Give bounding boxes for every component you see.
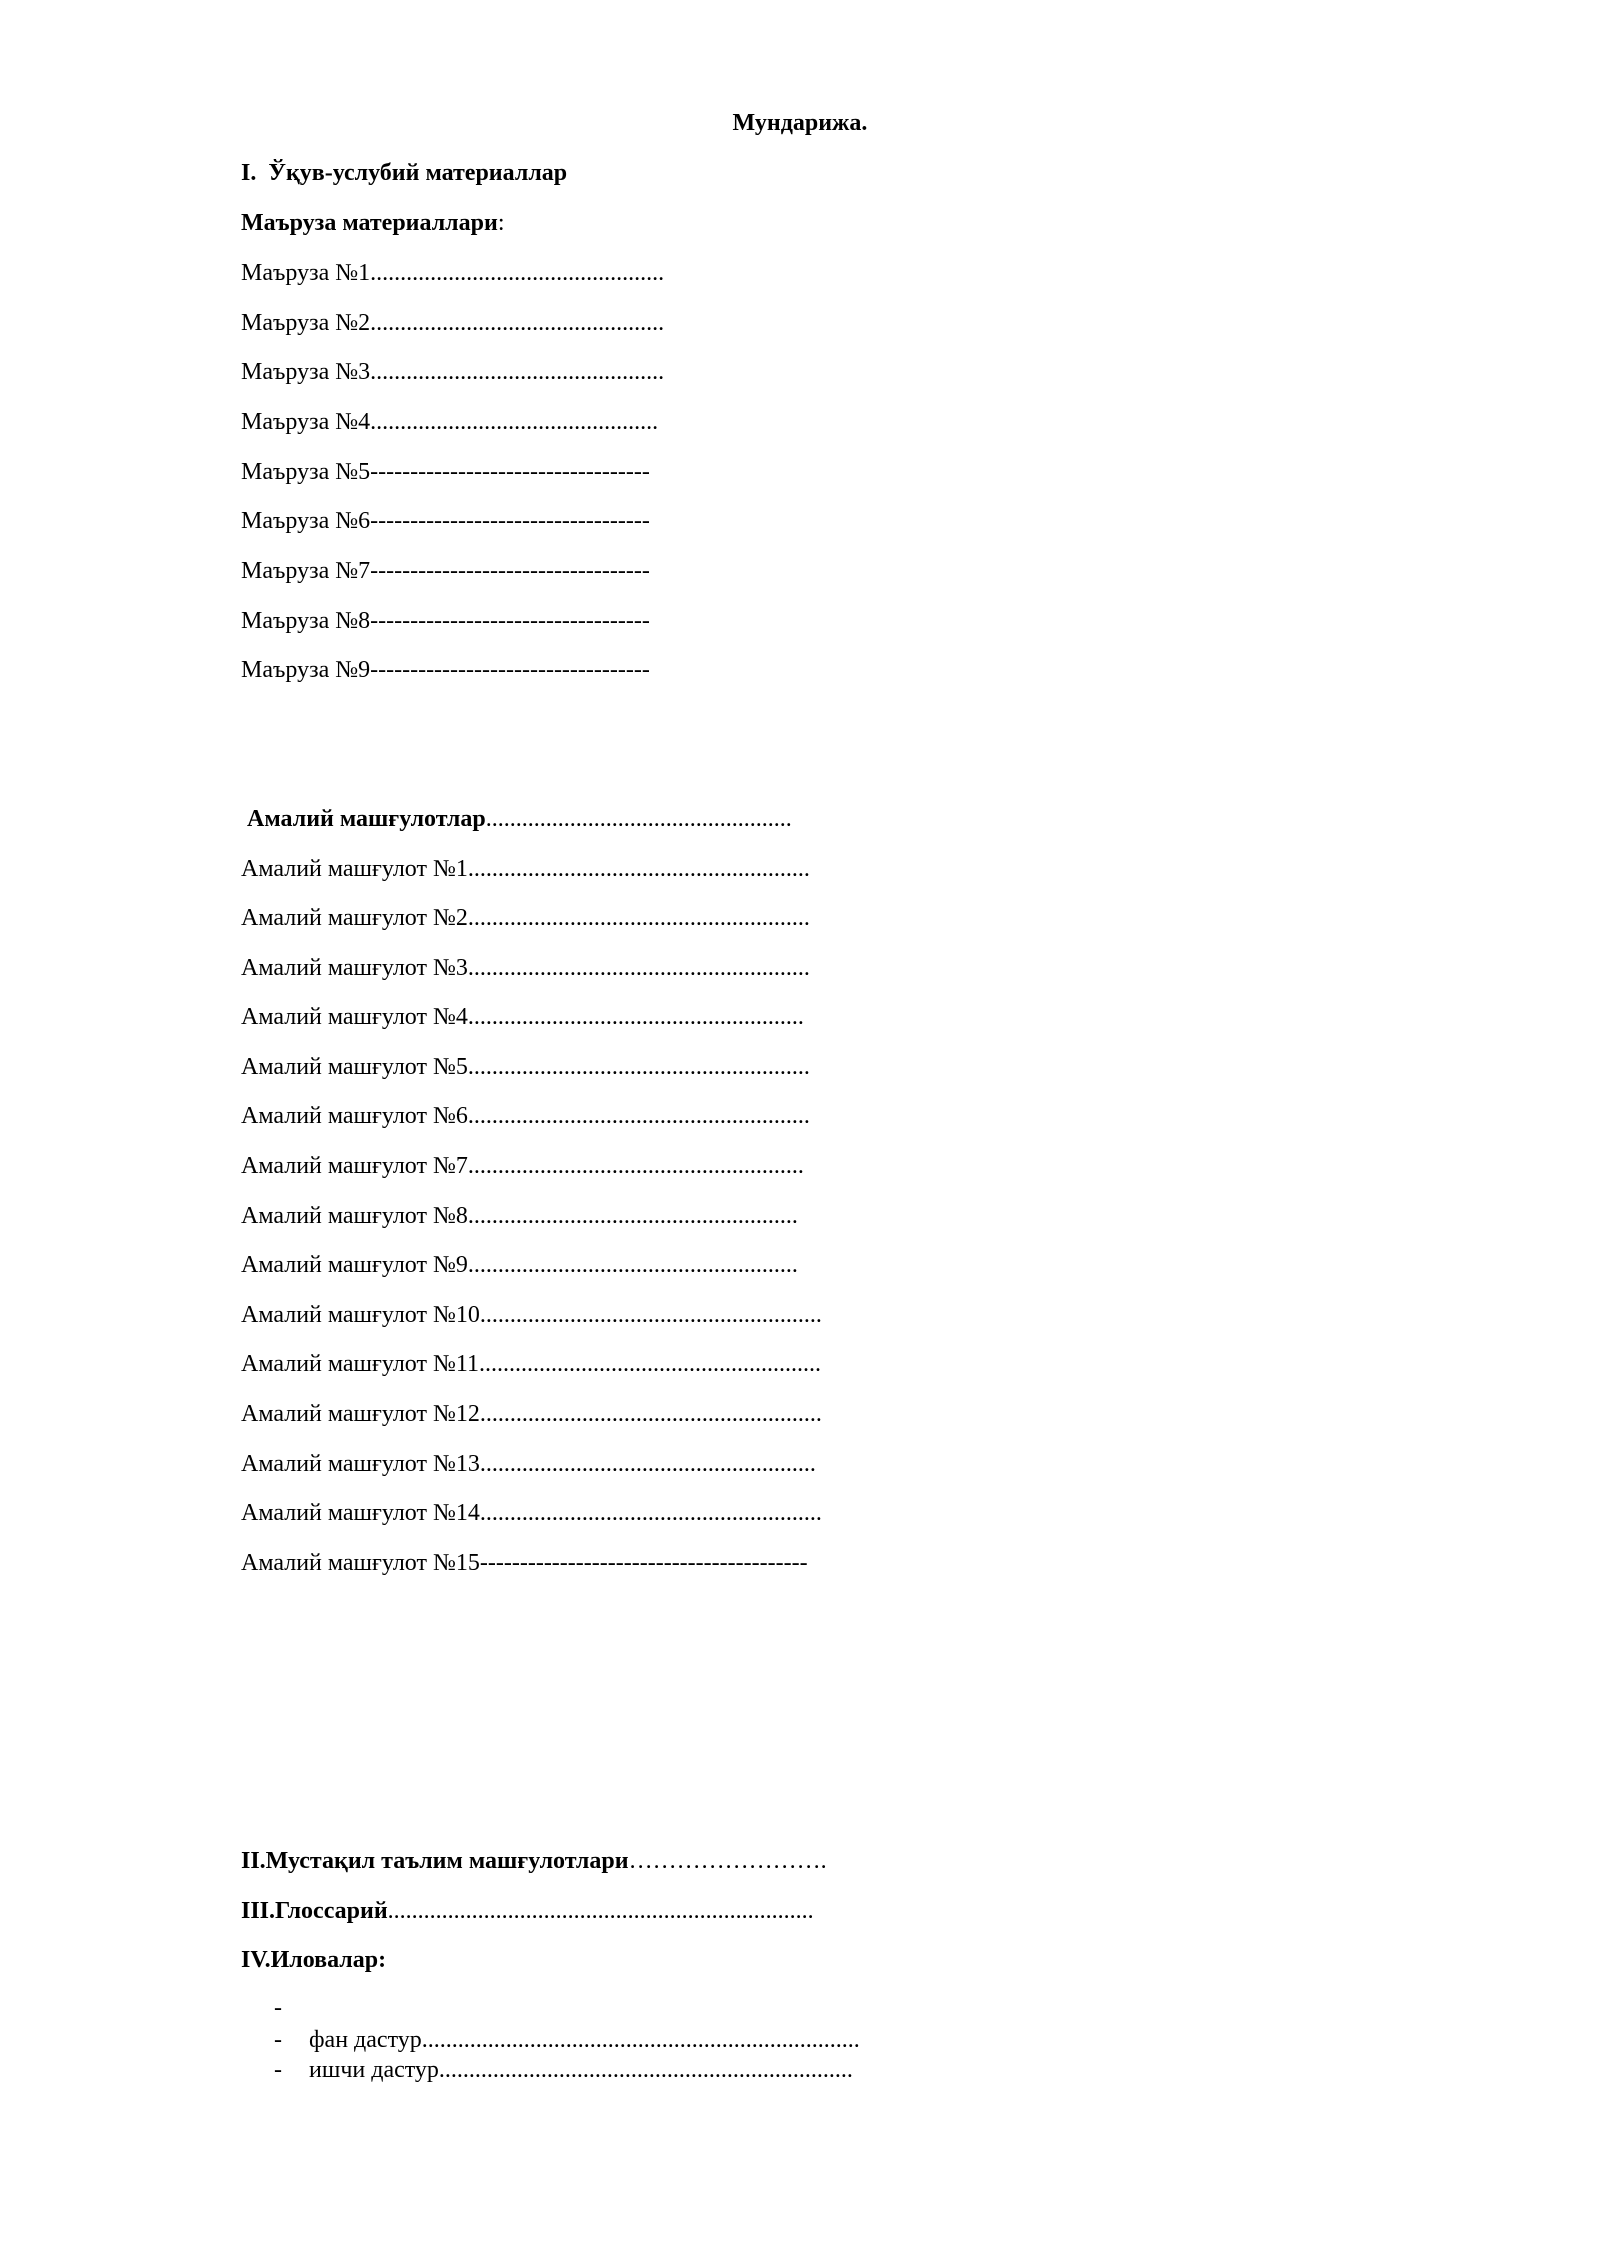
section-3-heading xyxy=(241,1896,814,1926)
practical-entry: Амалий машғулот №9....................................................... xyxy=(241,1252,798,1278)
practicals-heading-dots: ................................................... xyxy=(485,806,792,832)
appendix-item-text: ишчи дастур..................................................................... xyxy=(309,2057,853,2083)
appendix-item-text: фан дастур......................................................................... xyxy=(309,2027,860,2053)
practical-entry: Амалий машғулот №5......................................................... xyxy=(241,1054,810,1080)
practical-entry: Амалий машғулот №3......................................................... xyxy=(241,955,810,981)
lecture-entry: Маъруза №1................................................. xyxy=(241,260,665,286)
section-3-dots: ....................................................................... xyxy=(387,1898,814,1924)
lecture-entry: Маъруза №7----------------------------------- xyxy=(241,558,650,584)
lecture-entry: Маъруза №9----------------------------------- xyxy=(241,657,650,683)
lecture-entry: Маъруза №8----------------------------------- xyxy=(241,608,650,634)
practical-entry: Амалий машғулот №15----------------------------------------- xyxy=(241,1550,808,1576)
practicals-heading-text: Амалий машғулотлар xyxy=(247,806,486,832)
practical-entry: Амалий машғулот №11......................................................... xyxy=(241,1351,821,1377)
lectures-heading-text: Маъруза материаллари xyxy=(241,210,498,236)
bullet-dash: - xyxy=(274,1995,282,2021)
section-3-title: III.Глоссарий xyxy=(241,1898,388,1924)
lecture-entry: Маъруза №6----------------------------------- xyxy=(241,508,650,534)
section-2-dots: ……………………. xyxy=(628,1848,827,1874)
practical-entry: Амалий машғулот №2......................................................... xyxy=(241,905,810,931)
practicals-heading xyxy=(247,804,792,834)
practical-entry: Амалий машғулот №8....................................................... xyxy=(241,1203,798,1229)
practical-entry: Амалий машғулот №7........................................................ xyxy=(241,1153,804,1179)
practical-entry: Амалий машғулот №14......................................................... xyxy=(241,1500,822,1526)
lecture-entry: Маъруза №3................................................. xyxy=(241,359,665,385)
practical-entry: Амалий машғулот №4........................................................ xyxy=(241,1004,804,1030)
section-1-numeral: I. xyxy=(241,160,257,186)
bullet-dash: - xyxy=(274,2027,282,2053)
section-1-title: Ўқув-услубий материаллар xyxy=(268,160,568,186)
lecture-entry: Маъруза №2................................................. xyxy=(241,310,665,336)
section-4-heading: IV.Иловалар: xyxy=(241,1947,387,1973)
lectures-heading-colon: : xyxy=(497,210,505,236)
section-1-heading xyxy=(241,158,567,188)
section-2-heading xyxy=(241,1846,827,1876)
page-title: Мундарижа. xyxy=(732,110,868,136)
practical-entry: Амалий машғулот №13........................................................ xyxy=(241,1451,816,1477)
practical-entry: Амалий машғулот №6......................................................... xyxy=(241,1103,810,1129)
practical-entry: Амалий машғулот №1......................................................... xyxy=(241,856,810,882)
lecture-entry: Маъруза №5----------------------------------- xyxy=(241,459,650,485)
bullet-dash: - xyxy=(274,2057,282,2083)
lectures-heading xyxy=(241,208,505,238)
practical-entry: Амалий машғулот №12......................................................... xyxy=(241,1401,822,1427)
practical-entry: Амалий машғулот №10......................................................... xyxy=(241,1302,822,1328)
lecture-entry: Маъруза №4................................................ xyxy=(241,409,659,435)
section-2-title: II.Мустақил таълим машғулотлари xyxy=(241,1848,629,1874)
